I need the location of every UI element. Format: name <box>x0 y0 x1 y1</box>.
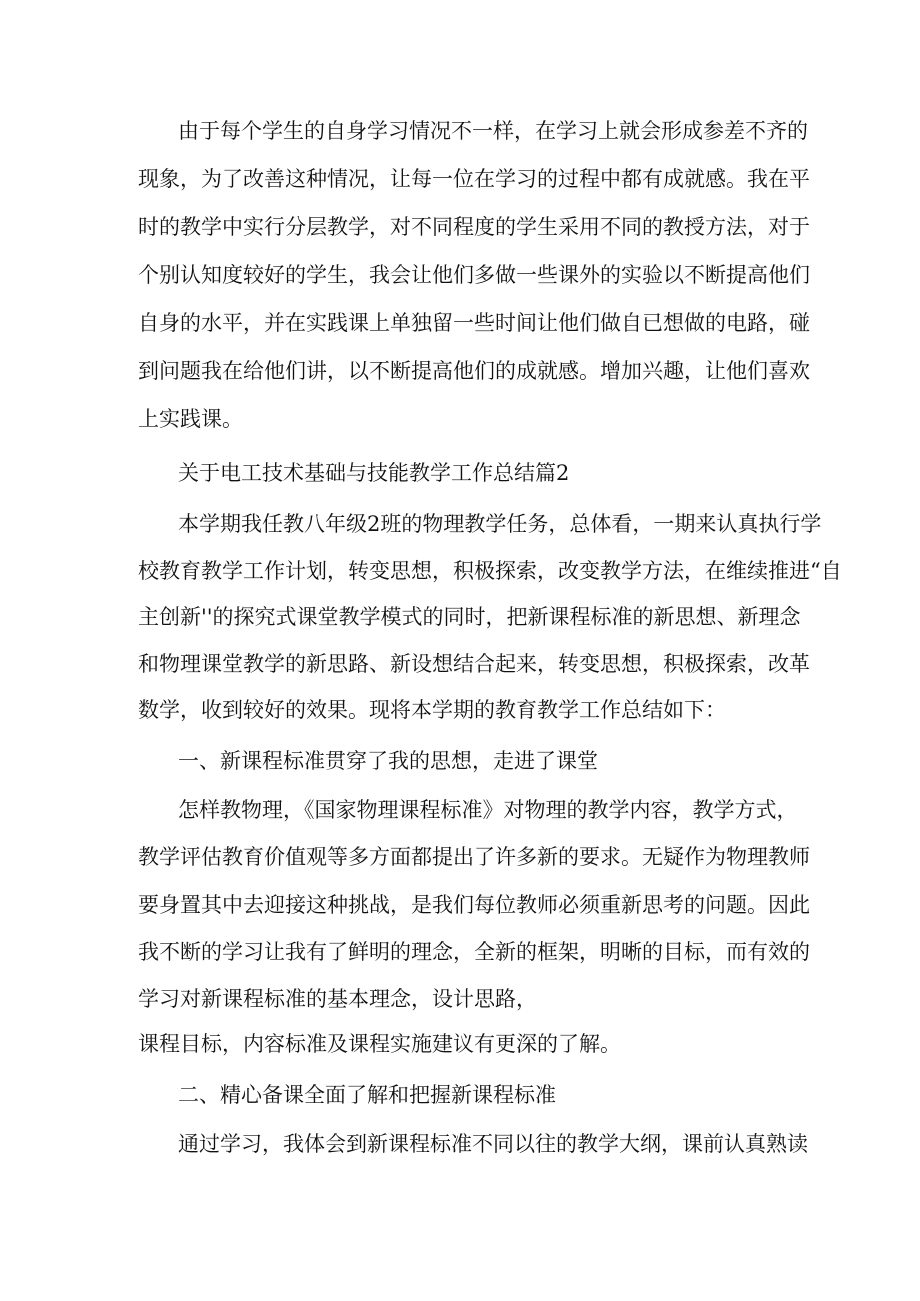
paragraph-3-line-3: 要身置其中去迎接这种挑战，是我们每位教师必须重新思考的问题。因此 <box>138 893 810 917</box>
paragraph-1-line-2: 现象，为了改善这种情况，让每一位在学习的过程中都有成就感。我在平 <box>138 167 810 191</box>
heading-2: 二、精心备课全面了解和把握新课程标准 <box>178 1083 556 1107</box>
paragraph-3-line-1: 怎样教物理，《国家物理课程标准》对物理的教学内容，教学方式， <box>178 798 798 822</box>
section-title: 关于电工技术基础与技能教学工作总结篇2 <box>178 461 570 485</box>
paragraph-1-line-5: 自身的水平，并在实践课上单独留一些时间让他们做自已想做的电路，碰 <box>138 311 810 335</box>
paragraph-1-line-7: 上实践课。 <box>138 407 243 431</box>
paragraph-1-line-3: 时的教学中实行分层教学，对不同程度的学生采用不同的教授方法，对于 <box>138 215 810 239</box>
paragraph-3-line-2: 教学评估教育价值观等多方面都提出了许多新的要求。无疑作为物理教师 <box>138 845 810 869</box>
paragraph-3-line-5: 学习对新课程标准的基本理念，设计思路， <box>138 987 537 1011</box>
paragraph-3-line-6: 课程目标，内容标准及课程实施建议有更深的了解。 <box>138 1032 621 1056</box>
paragraph-2-line-4: 和物理课堂教学的新思路、新设想结合起来，转变思想，积极探索，改革 <box>138 652 810 676</box>
paragraph-2-line-1: 本学期我任教八年级2班的物理教学任务，总体看，一期来认真执行学 <box>178 512 822 536</box>
paragraph-1-line-6: 到问题我在给他们讲，以不断提高他们的成就感。增加兴趣，让他们喜欢 <box>138 359 810 383</box>
heading-1: 一、新课程标准贯穿了我的思想，走进了课堂 <box>178 749 598 773</box>
paragraph-2-line-2: 校教育教学工作计划，转变思想，积极探索，改变教学方法，在维续推进“自 <box>138 559 842 583</box>
paragraph-2-line-3: 主创新''的探究式课堂教学模式的同时，把新课程标准的新思想、新理念 <box>138 605 801 629</box>
paragraph-4-line-1: 通过学习，我体会到新课程标准不同以往的教学大纲，课前认真熟读 <box>178 1132 808 1156</box>
paragraph-1-line-4: 个别认知度较好的学生，我会让他们多做一些课外的实验以不断提高他们 <box>138 263 810 287</box>
paragraph-2-line-5: 数学，收到较好的效果。现将本学期的教育教学工作总结如下： <box>138 698 726 722</box>
paragraph-3-line-4: 我不断的学习让我有了鲜明的理念，全新的框架，明晰的目标，而有效的 <box>138 940 810 964</box>
paragraph-1-line-1: 由于每个学生的自身学习情况不一样，在学习上就会形成参差不齐的 <box>178 119 808 143</box>
